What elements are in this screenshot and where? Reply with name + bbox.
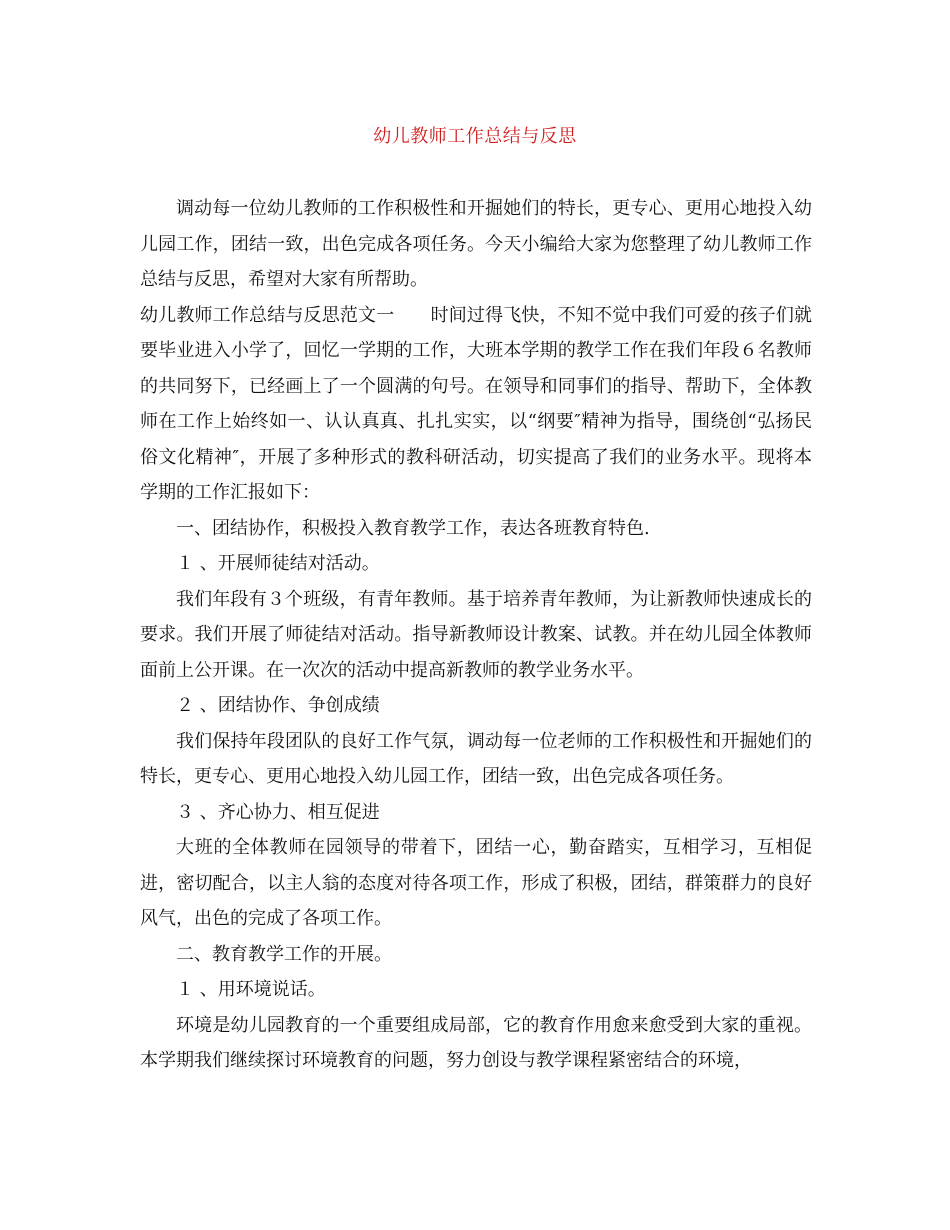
sample-body: 时间过得飞快，不知不觉中我们可爱的孩子们就要毕业进入小学了，回忆一学期的工作，大班本学期的教学工作在我们年段６名教师的共同努下，已经画上了一个圆满的句号。在领导和同事们的指导、帮助下，全体教师在工作上始终如一、认认真真、扎扎实实，以“纲要″精神为指导，围绕创“弘扬民俗文化精神″，开展了多种形式的教科研活动，切实提高了我们的业务水平。现将本学期的工作汇报如下： (140, 304, 813, 503)
section-heading-1: 一、团结协作，积极投入教育教学工作，表达各班教育特色. (176, 517, 650, 539)
document-body (140, 191, 812, 1079)
sample-heading: 幼儿教师工作总结与反思范文一 (140, 304, 395, 326)
item-heading-2-1: １ 、用环境说话。 (176, 979, 326, 1000)
intro-paragraph: 调动每一位幼儿教师的工作积极性和开掘她们的特长，更专心、更用心地投入幼儿园工作，团结一致，出色完成各项任务。今天小编给大家为您整理了幼儿教师工作总结与反思，希望对大家有所帮助。 (140, 198, 812, 290)
item-heading-1-2: ２ 、团结协作、争创成绩 (176, 695, 380, 716)
item-body-1-2: 我们保持年段团队的良好工作气氛，调动每一位老师的工作积极性和开掘她们的特长，更专心、更用心地投入幼儿园工作，团结一致，出色完成各项任务。 (140, 730, 812, 787)
item-body-2-1: 环境是幼儿园教育的一个重要组成局部，它的教育作用愈来愈受到大家的重视。本学期我们继续探讨环境教育的问题，努力创设与教学课程紧密结合的环境， (140, 1014, 812, 1071)
section-heading-2: 二、教育教学工作的开展。 (176, 943, 392, 965)
item-heading-1-1: １ 、开展师徒结对活动。 (176, 553, 380, 574)
item-body-1-3: 大班的全体教师在园领导的带着下，团结一心，勤奋踏实，互相学习，互相促进，密切配合，以主人翁的态度对待各项工作，形成了积极，团结，群策群力的良好风气，出色的完成了各项工作。 (140, 837, 812, 929)
document-title: 幼儿教师工作总结与反思 (373, 126, 577, 147)
item-body-1-1: 我们年段有３个班级，有青年教师。基于培养青年教师，为让新教师快速成长的要求。我们开展了师徒结对活动。指导新教师设计教案、试教。并在幼儿园全体教师面前上公开课。在一次次的活动中提高新教师的教学业务水平。 (140, 588, 812, 681)
sample-paragraph (140, 298, 812, 511)
item-heading-1-3: ３ 、齐心协力、相互促进 (176, 801, 380, 823)
